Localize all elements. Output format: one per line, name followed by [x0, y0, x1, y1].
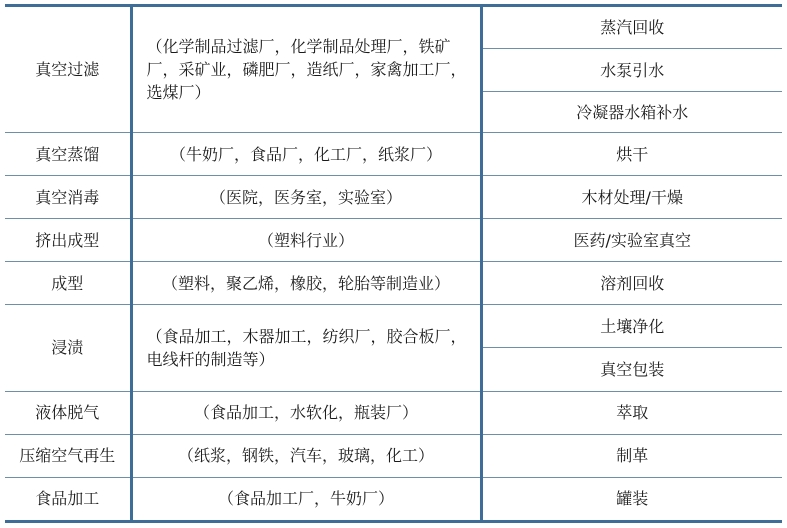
table-row — [5, 434, 782, 477]
process-cell — [5, 176, 131, 219]
table-row — [5, 391, 782, 434]
table-row — [5, 305, 782, 348]
industries-cell — [131, 133, 481, 176]
use-cell — [481, 6, 782, 49]
process-label: 真空过滤 — [35, 60, 100, 80]
industries-cell — [131, 305, 481, 391]
process-cell — [5, 391, 131, 434]
use-label: 土壤净化 — [600, 316, 665, 336]
industries-label: （医院，医务室，实验室） — [209, 187, 402, 207]
use-cell — [481, 477, 782, 521]
use-label: 真空包装 — [600, 360, 665, 379]
industries-cell — [131, 176, 481, 219]
process-cell — [5, 219, 131, 262]
use-cell — [481, 391, 782, 434]
process-label: 真空蒸馏 — [35, 144, 100, 164]
process-label: 压缩空气再生 — [19, 446, 116, 466]
use-cell — [481, 348, 782, 391]
industries-label: （食品加工，水软化，瓶装厂） — [193, 403, 418, 423]
table-row — [5, 477, 782, 521]
industries-label: （塑料行业） — [257, 230, 354, 250]
use-cell — [481, 133, 782, 176]
industries-cell — [131, 477, 481, 521]
table-row — [5, 133, 782, 176]
process-cell — [5, 6, 131, 133]
use-label: 制革 — [616, 446, 649, 466]
table-row — [5, 176, 782, 219]
process-label: 成型 — [51, 273, 84, 293]
use-label: 木材处理/干燥 — [581, 187, 683, 207]
use-label: 蒸汽回收 — [600, 18, 665, 38]
use-cell — [481, 262, 782, 305]
industries-cell — [131, 262, 481, 305]
process-cell — [5, 305, 131, 391]
industries-label: （牛奶厂，食品厂，化工厂，纸浆厂） — [169, 144, 442, 164]
industries-label: （化学制品过滤厂，化学制品处理厂，铁矿厂，采矿业，磷肥厂，造纸厂，家禽加工厂，选煤厂） — [146, 37, 467, 103]
use-cell — [481, 434, 782, 477]
process-label: 浸渍 — [51, 338, 84, 358]
use-label: 萃取 — [616, 403, 649, 423]
process-cell — [5, 262, 131, 305]
table-row — [5, 6, 782, 49]
industries-label: （塑料，聚乙烯，橡胶，轮胎等制造业） — [161, 273, 450, 293]
process-cell — [5, 133, 131, 176]
use-label: 冷凝器水箱补水 — [576, 102, 689, 122]
industries-cell — [131, 391, 481, 434]
industries-label: （食品加工，木器加工，纺织厂，胶合板厂，电线杆的制造等） — [146, 326, 467, 369]
use-cell — [481, 92, 782, 133]
process-label: 真空消毒 — [35, 187, 100, 207]
table-row — [5, 219, 782, 262]
process-label: 液体脱气 — [35, 403, 100, 423]
use-label: 罐装 — [616, 489, 649, 509]
use-label: 水泵引水 — [600, 60, 665, 80]
table-row — [5, 262, 782, 305]
process-label: 食品加工 — [35, 489, 100, 509]
process-cell — [5, 434, 131, 477]
use-cell — [481, 49, 782, 92]
use-cell — [481, 176, 782, 219]
industries-label: （食品加工厂，牛奶厂） — [217, 489, 394, 509]
process-label: 挤出成型 — [35, 230, 100, 250]
use-cell — [481, 305, 782, 348]
use-label: 烘干 — [616, 144, 649, 164]
use-cell — [481, 219, 782, 262]
use-label: 溶剂回收 — [600, 273, 665, 293]
industries-cell — [131, 434, 481, 477]
vacuum-applications-table — [5, 4, 782, 523]
industries-cell — [131, 6, 481, 133]
industries-cell — [131, 219, 481, 262]
use-label: 医药/实验室真空 — [573, 230, 691, 250]
industries-label: （纸浆，钢铁，汽车，玻璃，化工） — [177, 446, 434, 466]
process-cell — [5, 477, 131, 521]
